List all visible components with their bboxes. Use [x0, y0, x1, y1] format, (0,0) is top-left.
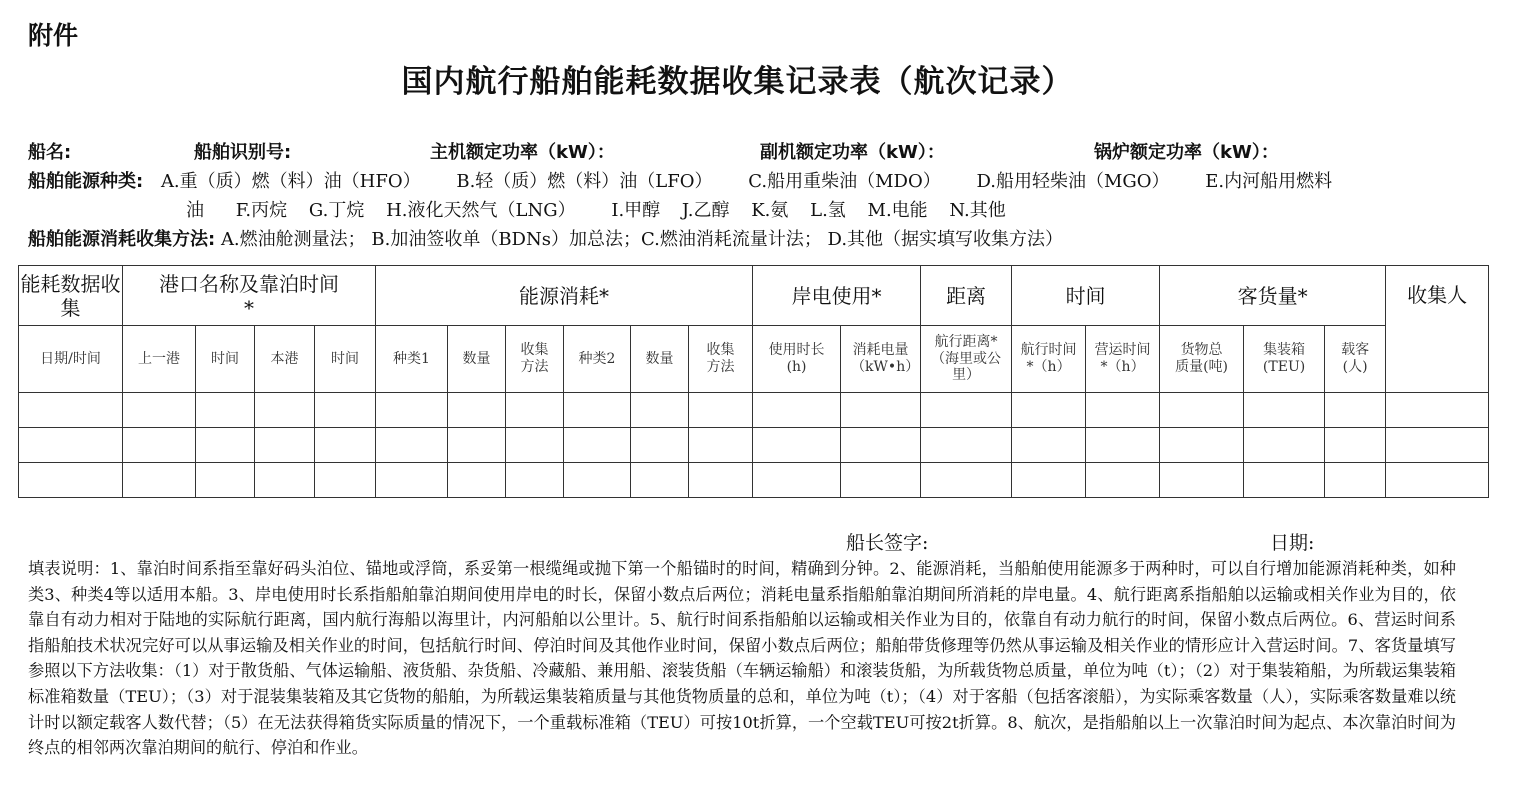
- table-cell[interactable]: [1386, 428, 1489, 463]
- table-cell[interactable]: [841, 393, 921, 428]
- voyage-record-table: [18, 265, 1489, 498]
- header-energy: 能源消耗*: [376, 266, 753, 326]
- energy-type-option: G.丁烷: [308, 200, 365, 221]
- table-cell[interactable]: [689, 463, 753, 498]
- table-cell[interactable]: [1012, 428, 1086, 463]
- table-cell[interactable]: [753, 463, 841, 498]
- energy-type-option: J.乙醇: [681, 200, 730, 221]
- attachment-label: 附件: [28, 21, 79, 50]
- table-cell[interactable]: [1160, 463, 1244, 498]
- table-cell[interactable]: [448, 393, 506, 428]
- subheader-passengers: 载客(人): [1325, 326, 1386, 393]
- table-cell[interactable]: [255, 463, 315, 498]
- subheader-datetime: 日期/时间: [19, 326, 123, 393]
- table-cell[interactable]: [921, 428, 1012, 463]
- subheader-method1: 收集方法: [506, 326, 564, 393]
- table-cell[interactable]: [1244, 393, 1325, 428]
- table-cell[interactable]: [506, 428, 564, 463]
- energy-type-option: B.轻（质）燃（料）油（LFO）: [456, 171, 713, 192]
- table-cell[interactable]: [1160, 393, 1244, 428]
- table-cell[interactable]: [689, 393, 753, 428]
- boiler-power-field[interactable]: 锅炉额定功率（kW）：: [1094, 142, 1279, 163]
- table-cell[interactable]: [123, 393, 196, 428]
- table-cell[interactable]: [1244, 463, 1325, 498]
- table-cell[interactable]: [631, 463, 689, 498]
- collection-methods-label: 船舶能源消耗收集方法:: [28, 229, 216, 250]
- table-cell[interactable]: [255, 393, 315, 428]
- subheader-cargo-mass: 货物总质量(吨): [1160, 326, 1244, 393]
- table-cell[interactable]: [631, 428, 689, 463]
- table-cell[interactable]: [753, 428, 841, 463]
- subheader-sail-time: 航行时间*（h）: [1012, 326, 1086, 393]
- form-title: 国内航行船舶能耗数据收集记录表（航次记录）: [401, 64, 1074, 100]
- table-cell[interactable]: [196, 393, 255, 428]
- energy-type-option: H.液化天然气（LNG）: [386, 200, 576, 221]
- subheader-this-port: 本港: [255, 326, 315, 393]
- header-time: 时间: [1012, 266, 1160, 326]
- signature-date-field[interactable]: 日期:: [1270, 532, 1315, 554]
- table-cell[interactable]: [1386, 393, 1489, 428]
- table-cell[interactable]: [921, 463, 1012, 498]
- subheader-prev-port: 上一港: [123, 326, 196, 393]
- aux-engine-power-field[interactable]: 副机额定功率（kW）：: [760, 142, 945, 163]
- table-cell[interactable]: [448, 428, 506, 463]
- energy-type-option: C.船用重柴油（MDO）: [748, 171, 941, 192]
- header-collection: 能耗数据收集: [19, 266, 123, 326]
- filling-instructions: 填表说明：1、靠泊时间系指至靠好码头泊位、锚地或浮筒，系妥第一根缆绳或抛下第一个船锚时的时间，精确到分钟。2、能源消耗，当船舶使用能源多于两种时，可以自行增加能源消耗种类，如种类3、种类4等以适用本船。3、岸电使用时长系指船舶靠泊期间使用岸电的时长，保留小数点后两位；消耗电量系指船舶靠泊期间所消耗的岸电量。4、航行距离系指船舶以运输或相关作业为目的，依靠自有动力相对于陆地的实际航行距离，国内航行海船以海里计，内河船舶以公里计。5、航行时间系指船舶以运输或相关作业为目的，依靠自有动力航行的时间，保留小数点后两位。6、营运时间系指船舶技术状况完好可以从事运输及相关作业的时间，包括航行时间、停泊时间及其他作业时间，保留小数点后两位；船舶带货修理等仍然从事运输及相关作业的情形应计入营运时间。7、客货量填写参照以下方法收集：（1）对于散货船、气体运输船、液货船、杂货船、冷藏船、兼用船、滚装货船（车辆运输船）和滚装货船，为所载货物总质量，单位为吨（t）；（2）对于集装箱船，为所载运集装箱标准箱数量（TEU）；（3）对于混装集装箱及其它货物的船舶，为所载运集装箱质量与其他货物质量的总和，单位为吨（t）；（4）对于客船（包括客滚船），为实际乘客数量（人），实际乘客数量难以统计时以额定载客人数代替；（5）在无法获得箱货实际质量的情况下，一个重载标准箱（TEU）可按10t折算，一个空载TEU可按2t折算。8、航次，是指船舶以上一次靠泊时间为起点、本次靠泊时间为终点的相邻两次靠泊期间的航行、停泊和作业。: [28, 559, 1456, 758]
- table-cell[interactable]: [376, 463, 448, 498]
- ship-info-section: [28, 138, 1488, 254]
- subheader-type2: 种类2: [564, 326, 631, 393]
- table-cell[interactable]: [1086, 428, 1160, 463]
- header-distance: 距离: [921, 266, 1012, 326]
- table-cell[interactable]: [1325, 428, 1386, 463]
- header-collector: 收集人: [1386, 266, 1489, 393]
- energy-types-label: 船舶能源种类:: [28, 171, 144, 192]
- table-cell[interactable]: [1086, 463, 1160, 498]
- table-cell[interactable]: [506, 393, 564, 428]
- table-cell[interactable]: [689, 428, 753, 463]
- table-cell[interactable]: [841, 463, 921, 498]
- table-cell[interactable]: [448, 463, 506, 498]
- table-cell[interactable]: [19, 463, 123, 498]
- header-shore-power: 岸电使用*: [753, 266, 921, 326]
- header-cargo: 客货量*: [1160, 266, 1386, 326]
- table-cell[interactable]: [196, 428, 255, 463]
- subheader-use-hours: 使用时长(h): [753, 326, 841, 393]
- energy-types-row: [28, 167, 1488, 196]
- energy-type-option: E.内河船用燃料: [1205, 171, 1333, 192]
- ship-name-field[interactable]: 船名:: [28, 142, 72, 163]
- table-cell[interactable]: [1386, 463, 1489, 498]
- subheader-op-time: 营运时间*（h）: [1086, 326, 1160, 393]
- energy-type-option: D.船用轻柴油（MGO）: [976, 171, 1170, 192]
- energy-type-option: A.重（质）燃（料）油（HFO）: [160, 171, 421, 192]
- table-cell[interactable]: [506, 463, 564, 498]
- table-cell[interactable]: [1012, 393, 1086, 428]
- table-row: [19, 393, 1489, 428]
- table-cell[interactable]: [315, 463, 376, 498]
- table-cell[interactable]: [564, 428, 631, 463]
- captain-signature-field[interactable]: 船长签字:: [846, 532, 929, 554]
- table-cell[interactable]: [1244, 428, 1325, 463]
- main-engine-power-field[interactable]: 主机额定功率（kW）：: [430, 142, 615, 163]
- table-cell[interactable]: [315, 393, 376, 428]
- table-cell[interactable]: [564, 463, 631, 498]
- subheader-prev-time: 时间: [196, 326, 255, 393]
- ship-id-field[interactable]: 船舶识别号:: [194, 142, 292, 163]
- subheader-this-time: 时间: [315, 326, 376, 393]
- table-cell[interactable]: [315, 428, 376, 463]
- energy-type-option: N.其他: [949, 200, 1006, 221]
- table-cell[interactable]: [631, 393, 689, 428]
- table-cell[interactable]: [19, 393, 123, 428]
- table-cell[interactable]: [841, 428, 921, 463]
- table-cell[interactable]: [1325, 463, 1386, 498]
- table-cell[interactable]: [123, 428, 196, 463]
- energy-type-option: K.氨: [751, 200, 789, 221]
- table-cell[interactable]: [564, 393, 631, 428]
- table-cell[interactable]: [1086, 393, 1160, 428]
- table-cell[interactable]: [753, 393, 841, 428]
- table-row: [19, 428, 1489, 463]
- ship-fields-row: [28, 138, 1488, 167]
- table-cell[interactable]: [19, 428, 123, 463]
- table-cell[interactable]: [123, 463, 196, 498]
- form-title-container: [0, 56, 1515, 101]
- table-cell[interactable]: [1325, 393, 1386, 428]
- collection-methods-row: [28, 225, 1488, 254]
- energy-type-option: F.丙烷: [235, 200, 288, 221]
- header-port: 港口名称及靠泊时间*: [123, 266, 376, 326]
- table-cell[interactable]: [376, 428, 448, 463]
- table-cell[interactable]: [921, 393, 1012, 428]
- table-row: [19, 463, 1489, 498]
- table-cell[interactable]: [1012, 463, 1086, 498]
- subheader-sail-distance: 航行距离*（海里或公里）: [921, 326, 1012, 393]
- table-cell[interactable]: [376, 393, 448, 428]
- subheader-qty1: 数量: [448, 326, 506, 393]
- subheader-consumed: 消耗电量（kW•h）: [841, 326, 921, 393]
- energy-types-row-2: [28, 196, 1488, 225]
- energy-type-option: M.电能: [867, 200, 928, 221]
- table-cell[interactable]: [1160, 428, 1244, 463]
- collection-methods-text: A.燃油舱测量法； B.加油签收单（BDNs）加总法；C.燃油消耗流量计法； D.其他（据实填写收集方法）: [220, 229, 1064, 250]
- subheader-type1: 种类1: [376, 326, 448, 393]
- subheader-container: 集装箱(TEU): [1244, 326, 1325, 393]
- table-cell[interactable]: [196, 463, 255, 498]
- energy-type-option: 油: [186, 200, 204, 221]
- table-cell[interactable]: [255, 428, 315, 463]
- energy-type-option: I.甲醇: [611, 200, 661, 221]
- subheader-qty2: 数量: [631, 326, 689, 393]
- subheader-method2: 收集方法: [689, 326, 753, 393]
- energy-type-option: L.氢: [810, 200, 846, 221]
